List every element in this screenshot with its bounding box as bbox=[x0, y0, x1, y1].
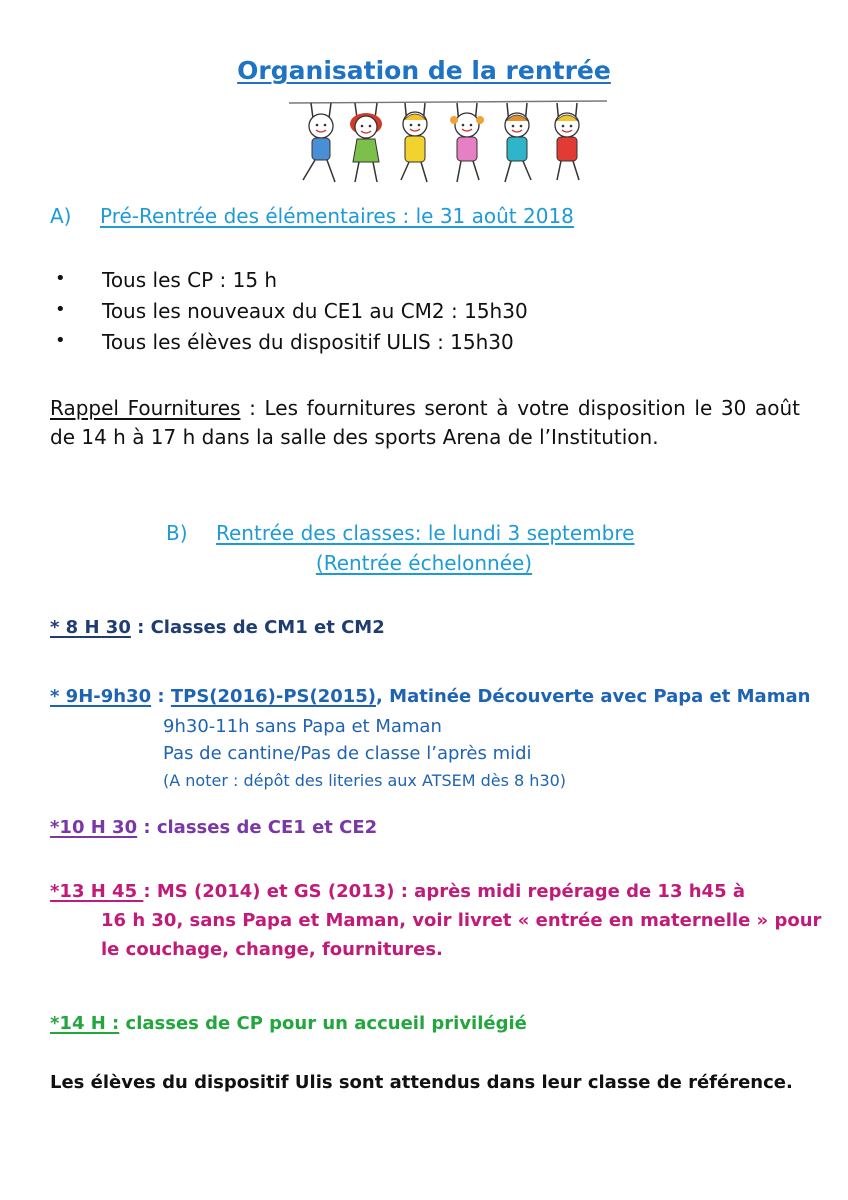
schedule-cp-time: *14 H : bbox=[50, 1013, 120, 1034]
schedule-ms-gs-line1: : MS (2014) et GS (2013) : après midi repérage de 13 h45 à bbox=[143, 881, 746, 902]
supplies-reminder bbox=[50, 394, 800, 452]
schedule-cm-text: : Classes de CM1 et CM2 bbox=[130, 617, 385, 638]
section-b-subtitle: (Rentrée échelonnée) bbox=[315, 551, 533, 575]
schedule-cm bbox=[50, 617, 385, 638]
bullet-marker: • bbox=[55, 330, 66, 351]
schedule-cp-text: classes de CP pour un accueil privilégié bbox=[119, 1013, 527, 1034]
bullet-item: Tous les élèves du dispositif ULIS : 15h30 bbox=[102, 330, 514, 354]
schedule-tps-text: , Matinée Découverte avec Papa et Maman bbox=[376, 686, 811, 707]
schedule-tps-note: (A noter : dépôt des literies aux ATSEM dès 8 h30) bbox=[163, 771, 567, 790]
supplies-reminder-label: Rappel Fournitures bbox=[50, 396, 241, 420]
schedule-ms-gs-time: *13 H 45 bbox=[50, 881, 144, 902]
schedule-tps-time: * 9H-9h30 bbox=[50, 686, 152, 707]
section-b-title: Rentrée des classes: le lundi 3 septembre bbox=[216, 521, 635, 545]
bullet-marker: • bbox=[55, 268, 66, 289]
schedule-tps-sep: : bbox=[151, 686, 171, 707]
bullet-marker: • bbox=[55, 299, 66, 320]
section-a-title: Pré-Rentrée des élémentaires : le 31 août 2018 bbox=[100, 204, 574, 228]
schedule-ce bbox=[50, 817, 377, 838]
bullet-item: Tous les nouveaux du CE1 au CM2 : 15h30 bbox=[102, 299, 528, 323]
schedule-cp bbox=[50, 1013, 527, 1034]
schedule-ce-time: *10 H 30 bbox=[50, 817, 138, 838]
schedule-tps-classes: TPS(2016)-PS(2015) bbox=[170, 686, 377, 707]
schedule-tps-line3: Pas de cantine/Pas de classe l’après midi bbox=[163, 743, 532, 764]
page-title: Organisation de la rentrée bbox=[237, 56, 611, 85]
schedule-ce-text: : classes de CE1 et CE2 bbox=[137, 817, 378, 838]
schedule-ms-gs-line3: le couchage, change, fournitures. bbox=[101, 939, 443, 960]
schedule-tps-line2: 9h30-11h sans Papa et Maman bbox=[163, 716, 442, 737]
supplies-reminder-text: : Les fournitures seront à votre disposition le 30 août de 14 h à 17 h dans la salle des sports Arena de l’Institution. bbox=[50, 396, 801, 449]
schedule-tps bbox=[50, 686, 810, 707]
schedule-ms-gs bbox=[50, 881, 745, 902]
schedule-cm-time: * 8 H 30 bbox=[50, 617, 131, 638]
ulis-note: Les élèves du dispositif Ulis sont attendus dans leur classe de référence. bbox=[50, 1072, 793, 1093]
bullet-item: Tous les CP : 15 h bbox=[102, 268, 278, 292]
section-b-letter: B) bbox=[166, 521, 188, 545]
schedule-ms-gs-line2: 16 h 30, sans Papa et Maman, voir livret « entrée en maternelle » pour bbox=[101, 910, 822, 931]
section-a-letter: A) bbox=[50, 204, 72, 228]
children-hanging-illustration bbox=[285, 96, 611, 188]
